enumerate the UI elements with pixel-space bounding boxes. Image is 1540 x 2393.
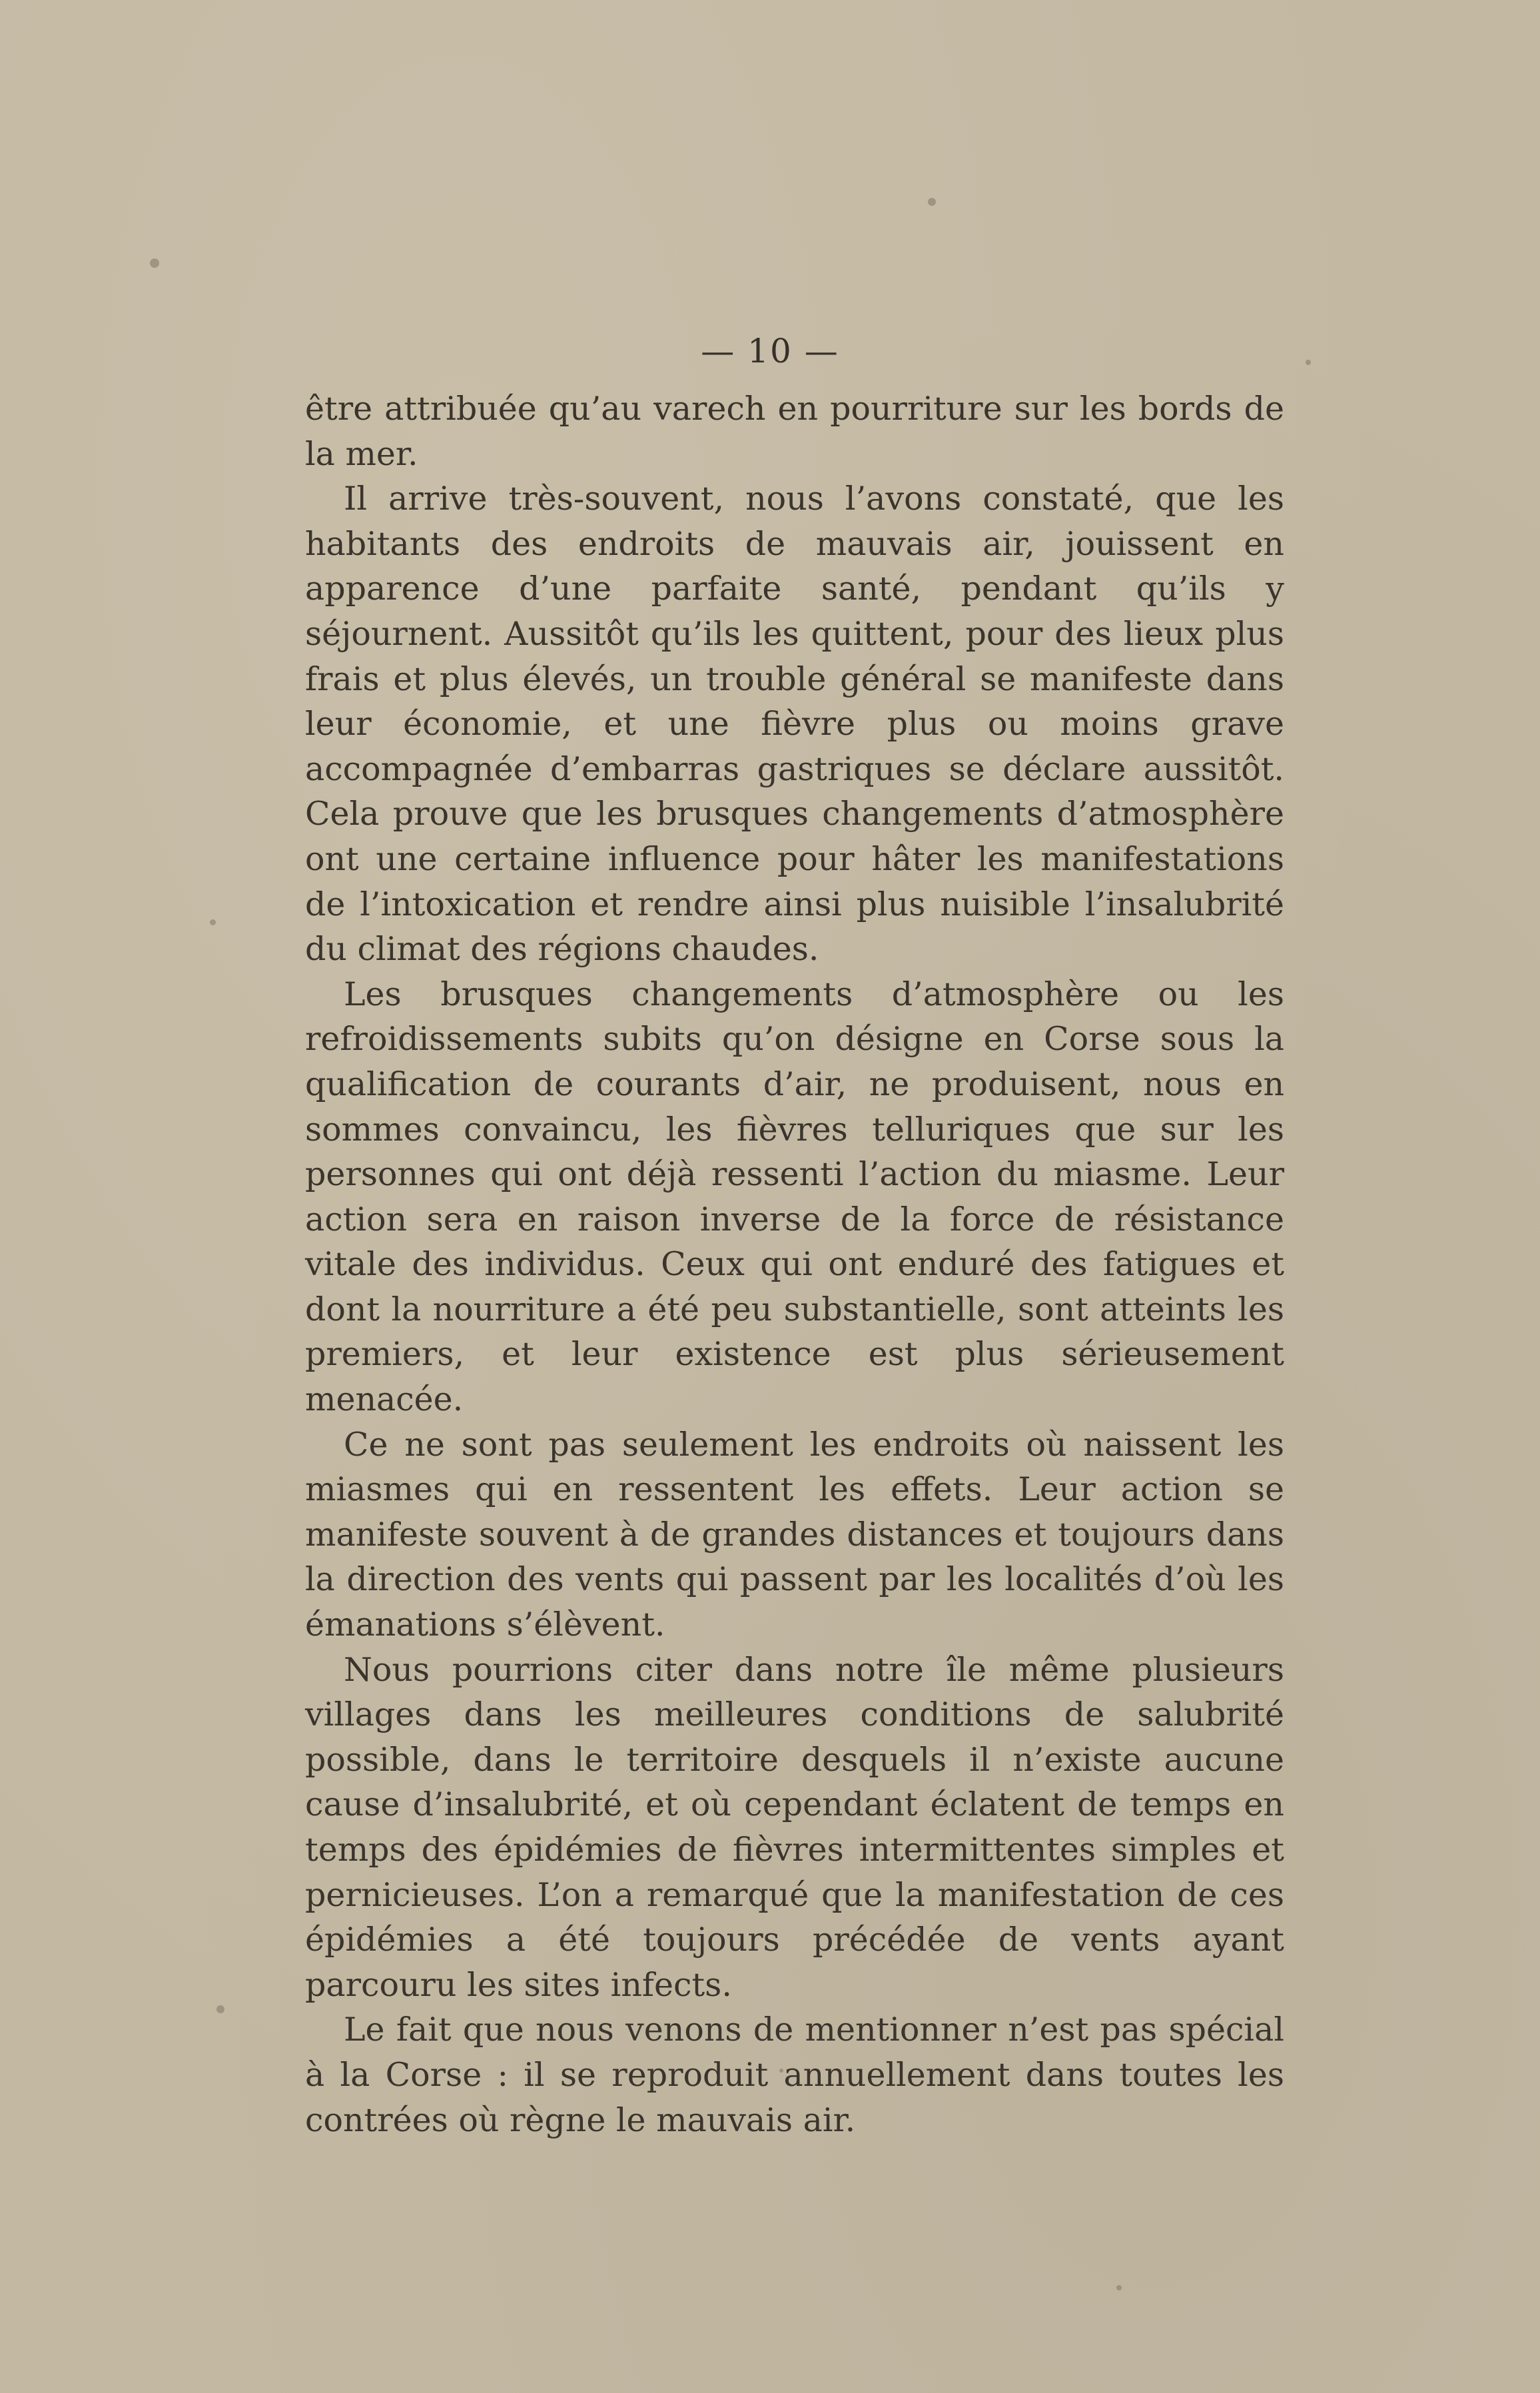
paper-speck	[210, 919, 216, 925]
paragraph: Le fait que nous venons de mentionner n’est pas spécial à la Corse : il se reproduit annuellement dans toutes les contrées où règne le mauvais air.	[305, 2011, 1284, 2139]
paper-speck	[216, 2005, 224, 2013]
page-number: — 10 —	[701, 332, 839, 370]
text-body	[305, 386, 1284, 2143]
paragraph: être attribuée qu’au varech en pourriture sur les bords de la mer.	[305, 390, 1284, 473]
paper-speck	[150, 258, 159, 268]
paper-speck	[928, 198, 936, 206]
paper-speck	[1116, 2285, 1122, 2290]
paragraph: Nous pourrions citer dans notre île même plusieurs villages dans les meilleures conditions de salubrité possible, dans le territoire desquels il n’existe aucune cause d’insalubrité, et où cependant éclatent de temps en temps des épidémies de fièvres intermittentes simples et pernicieuses. L’on a remarqué que la manifestation de ces épidémies a été toujours précédée de vents ayant parcouru les sites infects.	[305, 1650, 1284, 2004]
paragraph: Il arrive très-souvent, nous l’avons constaté, que les habitants des endroits de mauvais air, jouissent en apparence d’une parfaite santé, pendant qu’ils y séjournent. Aussitôt qu’ils les quittent, pour des lieux plus frais et plus élevés, un trouble général se manifeste dans leur économie, et une fièvre plus ou moins grave accompagnée d’embarras gastriques se déclare aussitôt. Cela prouve que les brusques changements d’atmosphère ont une certaine influence pour hâter les manifestations de l’intoxication et rendre ainsi plus nuisible l’insalubrité du climat des régions chaudes.	[305, 480, 1284, 969]
paragraph: Les brusques changements d’atmosphère ou les refroidissements subits qu’on désigne en Corse sous la qualification de courants d’air, ne produisent, nous en sommes convaincu, les fièvres telluriques que sur les personnes qui ont déjà ressenti l’action du miasme. Leur action sera en raison inverse de la force de résistance vitale des individus. Ceux qui ont enduré des fatigues et dont la nourriture a été peu substantielle, sont atteints les premiers, et leur existence est plus sérieusement menacée.	[305, 975, 1284, 1419]
paragraph: Ce ne sont pas seulement les endroits où naissent les miasmes qui en ressentent les effets. Leur action se manifeste souvent à de grandes distances et toujours dans la direction des vents qui passent par les localités d’où les émanations s’élèvent.	[305, 1425, 1284, 1644]
